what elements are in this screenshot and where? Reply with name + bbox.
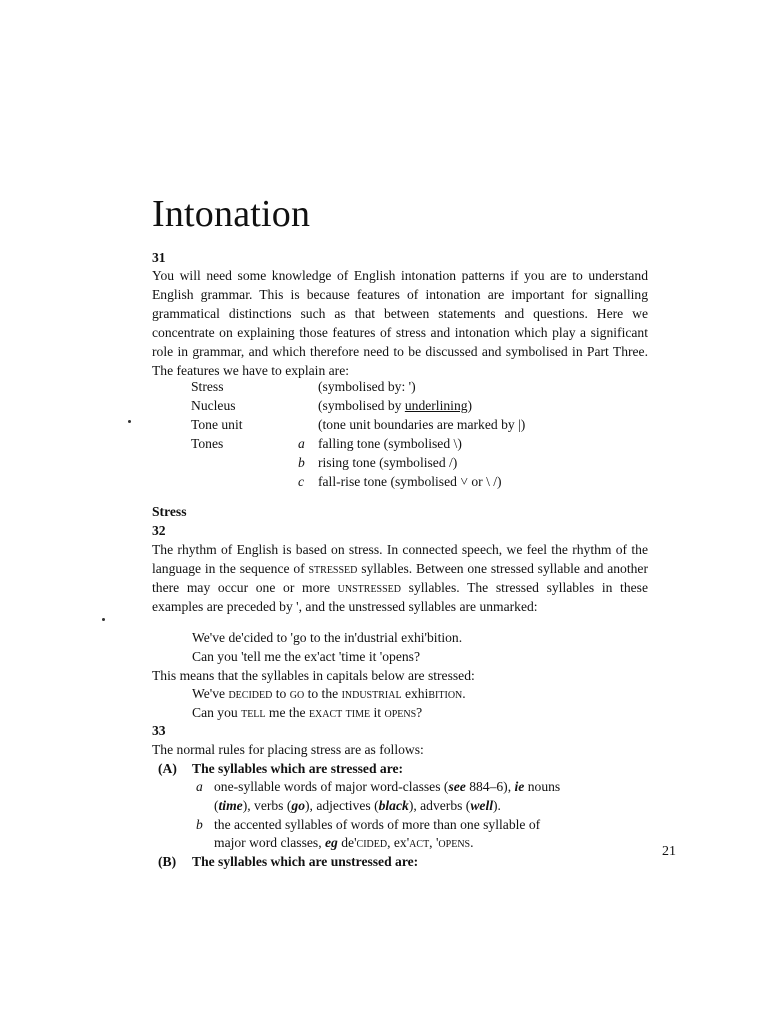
b2-c: , ' bbox=[429, 835, 439, 850]
page-number: 21 bbox=[662, 844, 676, 859]
feature-desc-tone-unit: (tone unit boundaries are marked by |) bbox=[318, 417, 526, 432]
ex3-h: bition bbox=[428, 686, 463, 701]
section-32-text bbox=[152, 540, 648, 616]
s32-text-c: syllables. The stressed syllables in these examples are preceded by ', and the unstressed syllables are unmarked: bbox=[152, 580, 648, 614]
feature-marker-c: c bbox=[298, 474, 305, 489]
nucleus-desc-post: ) bbox=[467, 398, 473, 413]
page-title: Intonation bbox=[152, 193, 311, 235]
ex4-a: Can you bbox=[192, 705, 242, 720]
section-32-mid-text: This means that the syllables in capitals below are stressed: bbox=[152, 668, 475, 683]
nucleus-desc-underlined: underlining bbox=[404, 398, 468, 413]
a-ref: 884–6), bbox=[465, 779, 515, 794]
feature-desc-nucleus bbox=[318, 396, 472, 415]
rule-A-a-line1 bbox=[214, 777, 560, 796]
section-31-paragraph bbox=[152, 266, 648, 380]
rule-B-label: (B) bbox=[158, 854, 177, 869]
section-31-text: You will need some knowledge of English intonation patterns if you are to understand English grammar. This is because features of intonation are important for signalling grammatical distinctions such as that between statements and questions. Here we concentrate on explaining those features of stress and intonation which play a significant role in grammar, and which therefore need to be discussed and symbolised in Part Three. The features we have to explain are: bbox=[152, 268, 648, 378]
b2-sc2: act bbox=[409, 835, 430, 850]
a2-p2: ), verbs ( bbox=[242, 798, 292, 813]
ex4-e: it bbox=[370, 705, 385, 720]
a2-w4: well bbox=[470, 798, 493, 813]
scan-speck bbox=[102, 618, 105, 621]
ex4-c: me the bbox=[265, 705, 309, 720]
ex3-b: decided bbox=[228, 686, 273, 701]
rule-A-a-marker: a bbox=[196, 779, 203, 794]
ex4-f: opens bbox=[384, 705, 417, 720]
feature-marker-a: a bbox=[298, 436, 305, 451]
a2-w2: go bbox=[291, 798, 305, 813]
rule-A-a-line2 bbox=[214, 796, 501, 815]
feature-term-stress: Stress bbox=[191, 379, 224, 394]
example-4-caps bbox=[192, 703, 422, 722]
ex3-i: . bbox=[462, 686, 466, 701]
ex3-g: exhi bbox=[401, 686, 429, 701]
section-33-intro: The normal rules for placing stress are as follows: bbox=[152, 742, 424, 757]
ex4-b: tell bbox=[241, 705, 266, 720]
s32-smallcaps-stressed: stressed bbox=[308, 561, 358, 576]
rule-A-b-line1: the accented syllables of words of more than one syllable of bbox=[214, 817, 541, 832]
b2-eg: eg bbox=[325, 835, 338, 850]
feature-term-nucleus: Nucleus bbox=[191, 398, 236, 413]
a-see: see bbox=[448, 779, 466, 794]
b2-a: de' bbox=[337, 835, 357, 850]
a-ie: ie bbox=[514, 779, 525, 794]
feature-term-tone-unit: Tone unit bbox=[191, 417, 243, 432]
rule-A-label: (A) bbox=[158, 761, 177, 776]
ex3-c: to bbox=[272, 686, 290, 701]
example-3-caps bbox=[192, 684, 466, 703]
stress-heading: Stress bbox=[152, 504, 187, 519]
section-number-31: 31 bbox=[152, 250, 166, 265]
rule-B-text: The syllables which are unstressed are: bbox=[192, 854, 419, 869]
feature-desc-rising: rising tone (symbolised /) bbox=[318, 455, 458, 470]
s32-text-b: syllables. Between one stressed syllable and another there may occur one or more bbox=[152, 561, 648, 595]
s32-smallcaps-unstressed: unstressed bbox=[337, 580, 402, 595]
ex4-g: ? bbox=[416, 705, 423, 720]
a-line1-pre: one-syllable words of major word-classes ( bbox=[214, 779, 449, 794]
ex3-d: go bbox=[289, 686, 305, 701]
b2-pre: major word classes, bbox=[214, 835, 325, 850]
ex3-a: We've bbox=[192, 686, 229, 701]
feature-term-tones: Tones bbox=[191, 436, 224, 451]
section-number-33: 33 bbox=[152, 723, 166, 738]
b2-sc3: opens bbox=[438, 835, 471, 850]
b2-b: , ex' bbox=[387, 835, 410, 850]
a-line1-post: nouns bbox=[524, 779, 561, 794]
a2-p3: ), adjectives ( bbox=[305, 798, 379, 813]
feature-marker-b: b bbox=[298, 455, 305, 470]
section-32-paragraph bbox=[152, 540, 648, 616]
ex4-d: exact time bbox=[308, 705, 371, 720]
b2-d: . bbox=[470, 835, 474, 850]
nucleus-desc-pre: (symbolised by bbox=[318, 398, 405, 413]
a2-p5: ). bbox=[493, 798, 501, 813]
section-number-32: 32 bbox=[152, 523, 166, 538]
feature-desc-falling: falling tone (symbolised \) bbox=[318, 436, 462, 451]
ex3-f: industrial bbox=[341, 686, 402, 701]
rule-A-b-marker: b bbox=[196, 817, 203, 832]
s32-text-a: The rhythm of English is based on stress. In connected speech, we feel the rhythm of the language in the sequence of bbox=[152, 542, 648, 576]
example-2: Can you 'tell me the ex'act 'time it 'opens? bbox=[192, 649, 420, 664]
b2-sc1: cided bbox=[356, 835, 388, 850]
a2-p4: ), adverbs ( bbox=[408, 798, 471, 813]
ex3-e: to the bbox=[304, 686, 342, 701]
a2-w3: black bbox=[378, 798, 409, 813]
a2-p1: ( bbox=[214, 798, 219, 813]
rule-A-text: The syllables which are stressed are: bbox=[192, 761, 404, 776]
feature-desc-fall-rise: fall-rise tone (symbolised ˅ or \ /) bbox=[318, 474, 502, 489]
a2-w1: time bbox=[218, 798, 243, 813]
scan-speck bbox=[128, 420, 131, 423]
example-1: We've de'cided to 'go to the in'dustrial exhi'bition. bbox=[192, 630, 463, 645]
rule-A-b-line2 bbox=[214, 833, 474, 852]
feature-desc-stress: (symbolised by: ') bbox=[318, 379, 416, 394]
